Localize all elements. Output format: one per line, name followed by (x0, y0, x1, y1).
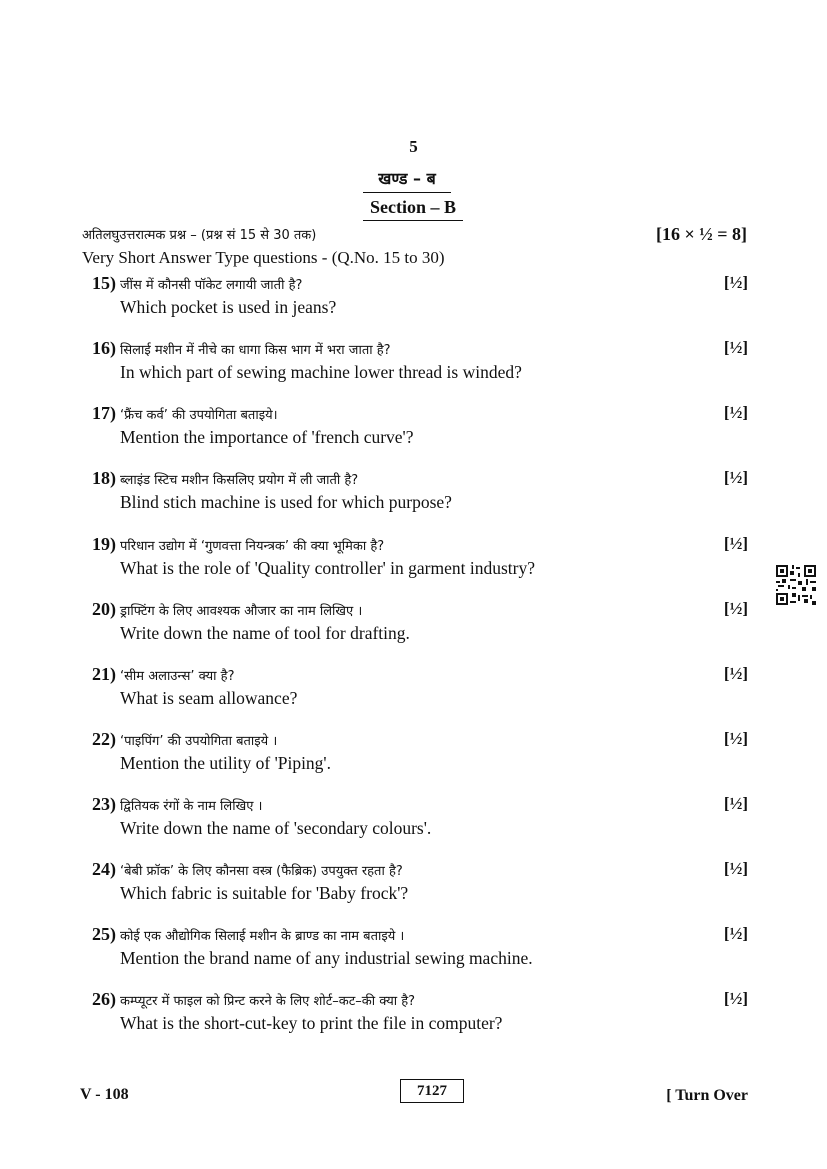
question-text-hindi: ‘बेबी फ्रॉक’ के लिए कौनसा वस्त्र (फैब्रिक) उपयुक्त रहता है? (120, 864, 403, 879)
instruction-english: Very Short Answer Type questions - (Q.No. 15 to 30) (82, 248, 445, 267)
question-marks: [½] (723, 924, 748, 943)
question-text-english: Which fabric is suitable for 'Baby frock'? (120, 883, 409, 903)
question-text-hindi: ‘फ्रैंच कर्व’ की उपयोगिता बताइये। (120, 408, 278, 423)
question-marks: [½] (723, 403, 748, 422)
turn-over-label: [ Turn Over (666, 1087, 748, 1104)
page-number: 5 (409, 137, 418, 156)
question-marks: [½] (723, 859, 748, 878)
footer-code-box: 7127 (400, 1079, 464, 1103)
question-number: 17) (92, 403, 116, 423)
question-text-hindi: ‘पाइपिंग’ की उपयोगिता बताइये । (120, 734, 278, 749)
question-text-english: In which part of sewing machine lower thread is winded? (120, 362, 522, 382)
question-marks: [½] (723, 989, 748, 1008)
question-marks: [½] (723, 729, 748, 748)
question-text-english: Which pocket is used in jeans? (120, 297, 337, 317)
question-marks: [½] (723, 468, 748, 487)
question-text-english: Mention the importance of 'french curve'? (120, 427, 414, 447)
question-text-hindi: ब्लाइंड स्टिच मशीन किसलिए प्रयोग में ली जाती है? (120, 473, 359, 488)
question-number: 21) (92, 664, 116, 684)
question-number: 24) (92, 859, 116, 879)
question-text-hindi: द्वितियक रंगों के नाम लिखिए । (120, 799, 263, 814)
question-number: 18) (92, 468, 116, 488)
khand-heading: खण्ड – ब (363, 167, 451, 193)
question-number: 19) (92, 534, 116, 554)
question-text-english: Mention the utility of 'Piping'. (120, 753, 331, 773)
question-marks: [½] (723, 664, 748, 683)
question-marks: [½] (723, 599, 748, 618)
question-number: 26) (92, 989, 116, 1009)
question-text-hindi: कोई एक औद्योगिक सिलाई मशीन के ब्राण्ड का नाम बताइये । (120, 929, 405, 944)
question-text-english: Mention the brand name of any industrial sewing machine. (120, 948, 533, 968)
instruction-hindi: अतिलघुउत्तरात्मक प्रश्न – (प्रश्न सं 15 से 30 तक) (82, 228, 317, 243)
question-text-english: Blind stich machine is used for which purpose? (120, 492, 452, 512)
question-marks: [½] (723, 338, 748, 357)
question-text-english: What is the role of 'Quality controller' in garment industry? (120, 558, 536, 578)
question-number: 25) (92, 924, 116, 944)
question-marks: [½] (723, 534, 748, 553)
question-text-hindi: कम्प्यूटर में फाइल को प्रिन्ट करने के लिए शोर्ट–कट–की क्या है? (120, 994, 416, 1009)
total-marks: [16 × ½ = 8] (655, 224, 747, 244)
question-text-hindi: जींस में कौनसी पॉकेट लगायी जाती है? (120, 278, 303, 293)
question-text-hindi: ‘सीम अलाउन्स’ क्या है? (120, 669, 235, 684)
question-text-english: What is seam allowance? (120, 688, 298, 708)
question-text-hindi: ड्राफ्टिंग के लिए आवश्यक औजार का नाम लिखिए । (120, 604, 363, 619)
question-number: 16) (92, 338, 116, 358)
question-marks: [½] (723, 273, 748, 292)
qr-code-icon (776, 565, 816, 605)
question-marks: [½] (723, 794, 748, 813)
question-number: 15) (92, 273, 116, 293)
question-number: 20) (92, 599, 116, 619)
section-heading: Section – B (363, 197, 463, 221)
question-text-english: Write down the name of tool for drafting. (120, 623, 410, 643)
footer-paper-code: V - 108 (80, 1086, 129, 1103)
question-number: 23) (92, 794, 116, 814)
question-text-english: What is the short-cut-key to print the file in computer? (120, 1013, 503, 1033)
question-text-hindi: सिलाई मशीन में नीचे का धागा किस भाग में भरा जाता है? (120, 343, 391, 358)
question-text-hindi: परिधान उद्योग में ‘गुणवत्ता नियन्त्रक’ की क्या भूमिका है? (120, 539, 385, 554)
question-number: 22) (92, 729, 116, 749)
question-text-english: Write down the name of 'secondary colours'. (120, 818, 432, 838)
